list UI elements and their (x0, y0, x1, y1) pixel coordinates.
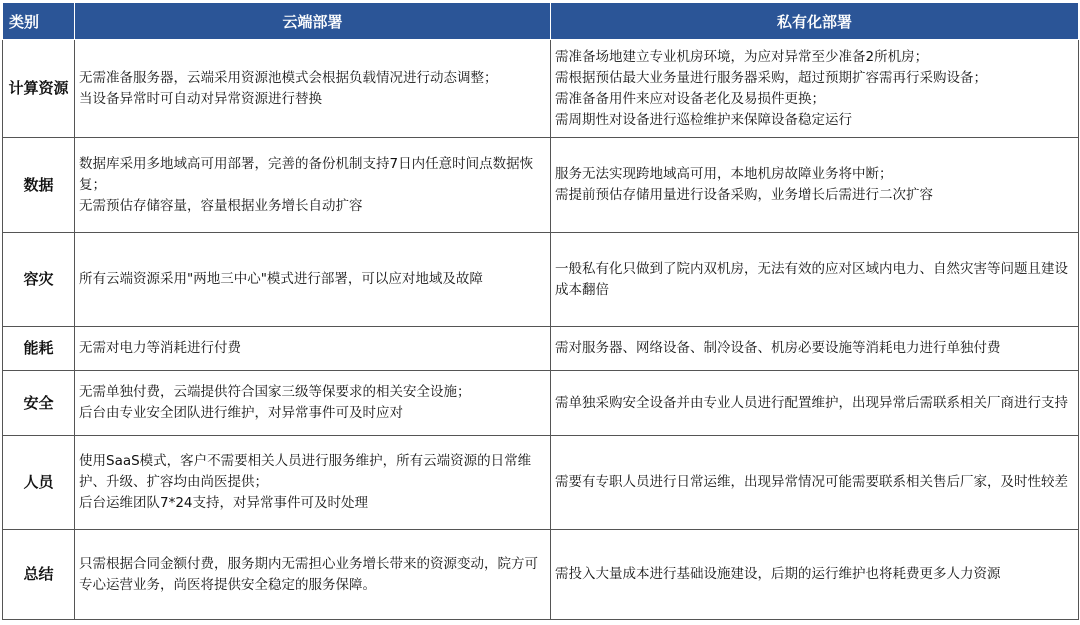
cell-line: 一般私有化只做到了院内双机房，无法有效的应对区域内电力、自然灾害等问题且建设成本翻倍 (555, 260, 1068, 298)
table-row (3, 530, 1079, 620)
cell-line: 后台由专业安全团队进行维护，对异常事件可及时应对 (79, 405, 403, 421)
cell-line: 只需根据合同金额付费，服务期内无需担心业务增长带来的资源变动，院方可专心运营业务，尚医将提供安全稳定的服务保障。 (79, 555, 538, 593)
cell-line: 需根据预估最大业务量进行服务器采购，超过预期扩容需再行采购设备； (555, 69, 987, 86)
header-category: 类别 (3, 3, 75, 40)
header-cloud: 云端部署 (75, 3, 551, 40)
table-row (3, 436, 1079, 530)
table-row (3, 40, 1079, 138)
cell-line: 无需预估存储容量，容量根据业务增长自动扩容 (79, 197, 363, 214)
cell-line: 需单独采购安全设备并由专业人员进行配置维护，出现异常后需联系相关厂商进行支持 (555, 394, 1068, 411)
table-row (3, 233, 1079, 327)
private-cell (551, 327, 1079, 371)
header-row (3, 3, 1079, 40)
table-row (3, 138, 1079, 233)
cell-line: 需准备备用件来应对设备老化及易损件更换； (555, 90, 825, 107)
row-category: 总结 (3, 530, 75, 620)
cell-line: 需投入大量成本进行基础设施建设，后期的运行维护也将耗费更多人力资源 (555, 566, 1001, 582)
cloud-cell (75, 327, 551, 371)
cloud-cell (75, 436, 551, 530)
private-cell (551, 138, 1079, 233)
cloud-cell (75, 40, 551, 138)
cell-line: 当设备异常时可自动对异常资源进行替换 (79, 90, 322, 107)
cell-line: 使用SaaS模式，客户不需要相关人员进行服务维护，所有云端资源的日常维护、升级、扩容均由尚医提供； (79, 453, 532, 490)
private-cell (551, 40, 1079, 138)
cell-line: 后台运维团队7*24支持，对异常事件可及时处理 (79, 495, 369, 511)
cell-line: 无需单独付费，云端提供符合国家三级等保要求的相关安全设施； (79, 384, 471, 400)
cell-line: 需要有专职人员进行日常运维，出现异常情况可能需要联系相关售后厂家，及时性较差 (555, 474, 1068, 490)
private-cell (551, 530, 1079, 620)
cell-line: 数据库采用多地域高可用部署，完善的备份机制支持7日内任意时间点数据恢复； (79, 155, 534, 193)
cloud-cell (75, 530, 551, 620)
table-row (3, 327, 1079, 371)
cell-line: 服务无法实现跨地域高可用，本地机房故障业务将中断； (555, 166, 893, 182)
cell-line: 需提前预估存储用量进行设备采购，业务增长后需进行二次扩容 (555, 187, 933, 203)
cell-line: 无需准备服务器，云端采用资源池模式会根据负载情况进行动态调整； (79, 69, 498, 86)
table-row (3, 371, 1079, 436)
row-category: 数据 (3, 138, 75, 233)
cell-line: 所有云端资源采用"两地三中心"模式进行部署，可以应对地域及故障 (79, 271, 483, 287)
cell-line: 需对服务器、网络设备、制冷设备、机房必要设施等消耗电力进行单独付费 (555, 340, 1001, 356)
private-cell (551, 233, 1079, 327)
header-private: 私有化部署 (551, 3, 1079, 40)
row-category: 人员 (3, 436, 75, 530)
cloud-cell (75, 233, 551, 327)
cell-line: 需周期性对设备进行巡检维护来保障设备稳定运行 (555, 111, 852, 128)
row-category: 容灾 (3, 233, 75, 327)
cell-line: 无需对电力等消耗进行付费 (79, 340, 241, 356)
row-category: 能耗 (3, 327, 75, 371)
comparison-table (2, 2, 1079, 620)
private-cell (551, 436, 1079, 530)
cloud-cell (75, 371, 551, 436)
cloud-cell (75, 138, 551, 233)
private-cell (551, 371, 1079, 436)
row-category: 安全 (3, 371, 75, 436)
row-category: 计算资源 (3, 40, 75, 138)
cell-line: 需准备场地建立专业机房环境，为应对异常至少准备2所机房； (555, 48, 929, 65)
